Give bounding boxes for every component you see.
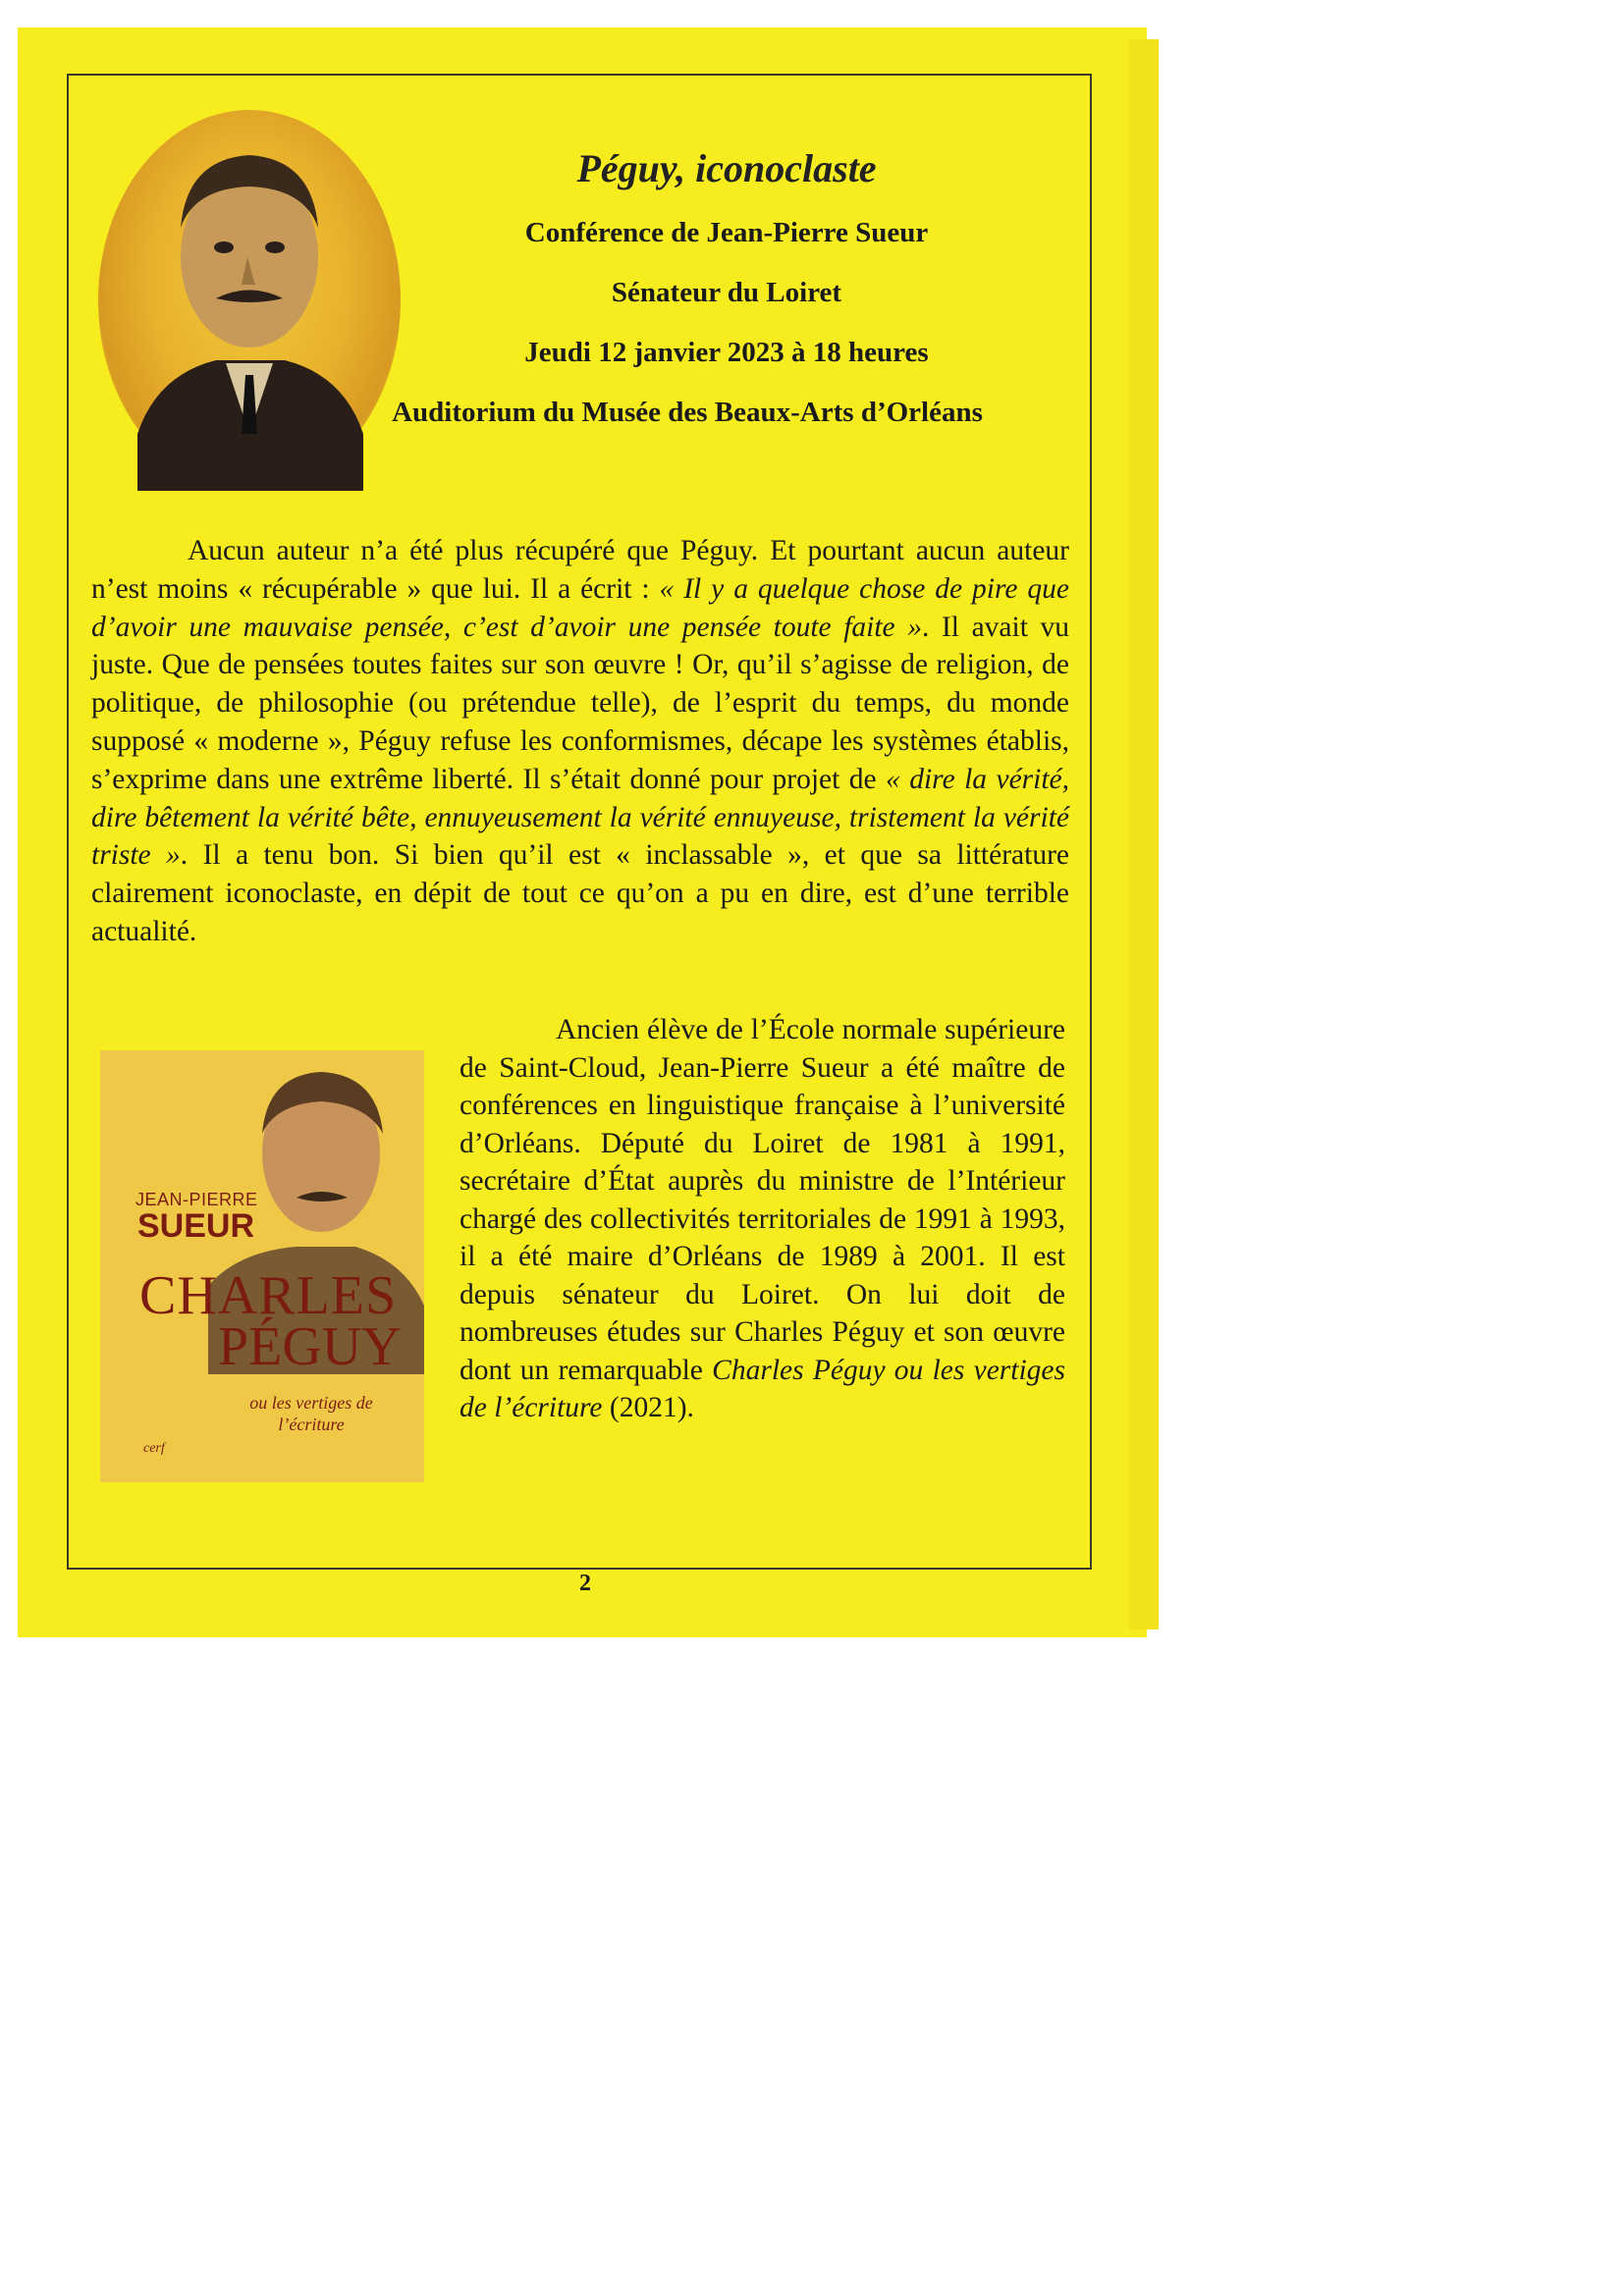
event-header: [373, 137, 1080, 456]
intro-paragraph: [91, 532, 1069, 951]
bio-book-title: Charles Péguy ou les vertiges de l’écriture: [460, 1354, 1065, 1423]
book-author-first: JEAN-PIERRE: [135, 1190, 258, 1209]
book-author-last: SUEUR: [137, 1207, 255, 1245]
event-date: Jeudi 12 janvier 2023 à 18 heures: [524, 337, 929, 368]
event-venue: Auditorium du Musée des Beaux-Arts d’Orléans: [392, 397, 983, 428]
speaker-role: Sénateur du Loiret: [611, 277, 842, 308]
book-subtitle: ou les vertiges de l’écriture: [249, 1393, 373, 1434]
bio-text: Ancien élève de l’École normale supérieure de Saint-Cloud, Jean-Pierre Sueur a été maître de conférences en linguistique française à l’université d’Orléans. Député du Loiret de 1981 à 1991, secrétaire d’État auprès du ministre de l’Intérieur chargé des collectivités territoriales de 1991 à 1993, il a été maire d’Orléans de 1989 à 2001. Il est depuis sénateur du Loiret. On lui doit de nombreuses études sur Charles Péguy et son œuvre dont un remarquable: [460, 1014, 1065, 1386]
publisher-logo: cerf: [143, 1441, 165, 1456]
event-title: Péguy, iconoclaste: [576, 146, 877, 190]
book-title-line1: CHARLES: [139, 1265, 398, 1326]
peguy-portrait-image: [98, 110, 401, 491]
bio-paragraph: [460, 1011, 1065, 1427]
intro-text-2: . Il avait vu juste. Que de pensées toutes faites sur son œuvre ! Or, qu’il s’agisse de religion, de politique, de philosophie (ou prétendue telle), de l’esprit du temps, du monde supposé « moderne », Péguy refuse les conformismes, décape les systèmes établis, s’exprime dans une extrême liberté. Il s’était donné pour projet de: [91, 611, 1069, 795]
book-title-line2: PÉGUY: [218, 1316, 402, 1377]
intro-text-1: Aucun auteur n’a été plus récupéré que Péguy. Et pourtant aucun auteur n’est moins « récupérable » que lui. Il a écrit :: [91, 535, 1069, 605]
bio-tail: (2021).: [602, 1392, 694, 1423]
intro-quote-1: « Il y a quelque chose de pire que d’avoir une mauvaise pensée, c’est d’avoir une pensée toute faite »: [91, 572, 1069, 643]
intro-quote-2: « dire la vérité, dire bêtement la vérité bête, ennuyeusement la vérité ennuyeuse, tristement la vérité triste »: [91, 763, 1069, 872]
page-number: 2: [579, 1571, 591, 1596]
book-cover-image: [100, 1050, 424, 1482]
intro-text-3: . Il a tenu bon. Si bien qu’il est « inclassable », et que sa littérature clairement iconoclaste, en dépit de tout ce qu’on a pu en dire, est d’une terrible actualité.: [91, 839, 1069, 947]
page-edge: [1129, 39, 1159, 1629]
speaker-line: Conférence de Jean-Pierre Sueur: [524, 217, 929, 248]
